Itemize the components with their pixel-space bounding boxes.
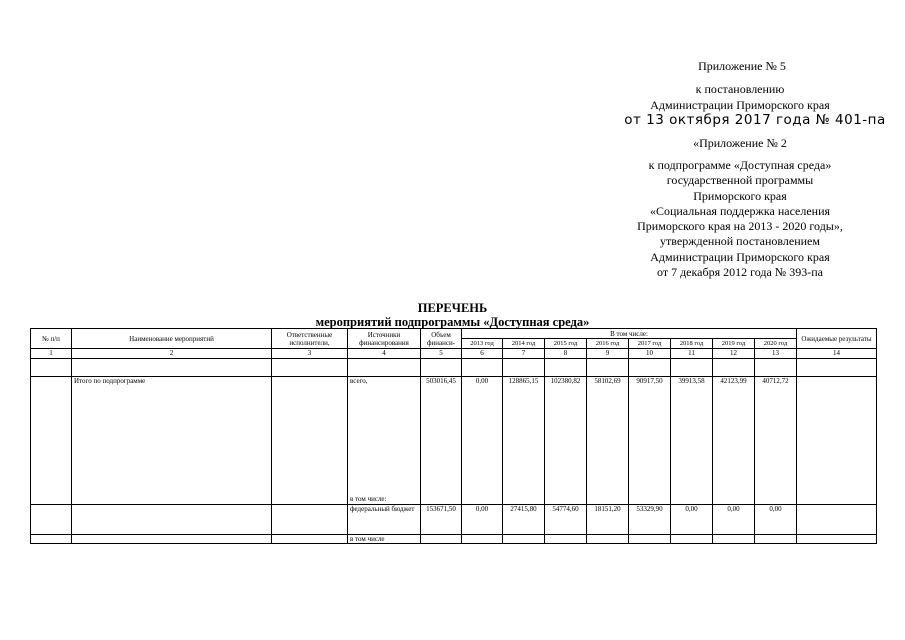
- table-row-federal: [31, 505, 877, 535]
- col-index: 2: [72, 349, 272, 359]
- document-title: ПЕРЕЧЕНЬ: [417, 301, 488, 315]
- header-num: № п/п: [31, 329, 72, 349]
- appendix-ref-line: Администрации Приморского края: [650, 250, 830, 264]
- table-row-next: [31, 535, 877, 544]
- header-responsible: Ответственные исполнители,: [272, 329, 348, 349]
- row-year-value: 0,00: [671, 505, 713, 535]
- row-year-value: 58102,69: [587, 377, 629, 505]
- decree-date-line: от 13 октября 2017 года № 401-па: [624, 112, 886, 128]
- row-source-label: всего,: [350, 377, 368, 385]
- row-year-value: 0,00: [713, 505, 755, 535]
- header-year: 2017 год: [629, 339, 671, 349]
- row-year-value: 39913,58: [671, 377, 713, 505]
- appendix-ref-line: «Приложение № 2: [693, 136, 787, 150]
- row-year-value: 53329,90: [629, 505, 671, 535]
- header-year: 2014 год: [503, 339, 545, 349]
- row-source: в том числе: [348, 535, 421, 544]
- table-spacer-row: [31, 359, 877, 377]
- header-source: Источники финансирования: [348, 329, 421, 349]
- row-year-value: 54774,60: [545, 505, 587, 535]
- col-index: 5: [421, 349, 462, 359]
- col-index: 13: [755, 349, 797, 359]
- col-index: 1: [31, 349, 72, 359]
- row-source: федеральный бюджет: [348, 505, 421, 535]
- appendix-ref-line: государственной программы: [666, 173, 814, 187]
- col-index: 11: [671, 349, 713, 359]
- col-index: 7: [503, 349, 545, 359]
- col-index: 10: [629, 349, 671, 359]
- col-index: 8: [545, 349, 587, 359]
- measures-table: [30, 328, 877, 544]
- row-year-value: 102380,82: [545, 377, 587, 505]
- col-index: 14: [797, 349, 877, 359]
- row-year-value: 0,00: [755, 505, 797, 535]
- row-year-value: 128865,15: [503, 377, 545, 505]
- header-year: 2015 год: [545, 339, 587, 349]
- table-header-row: [31, 329, 877, 339]
- row-source-note: в том числе:: [350, 495, 387, 503]
- row-year-value: 90917,50: [629, 377, 671, 505]
- col-index: 6: [462, 349, 503, 359]
- col-index: 4: [348, 349, 421, 359]
- header-name: Наименование мероприятий: [72, 329, 272, 349]
- appendix-number: Приложение № 5: [698, 59, 786, 73]
- appendix-ref-line: к подпрограмме «Доступная среда»: [648, 158, 832, 172]
- document-subtitle: мероприятий подпрограммы «Доступная среда»: [315, 315, 590, 329]
- header-volume: Объем финанси-: [421, 329, 462, 349]
- row-volume: 503016,45: [421, 377, 462, 505]
- table-row-total: [31, 377, 877, 505]
- appendix-ref-line: Приморского края: [693, 189, 787, 203]
- row-year-value: 0,00: [462, 377, 503, 505]
- row-year-value: 42123,99: [713, 377, 755, 505]
- appendix-ref-line: от 7 декабря 2012 года № 393-па: [656, 265, 824, 279]
- row-year-value: 0,00: [462, 505, 503, 535]
- header-year: 2018 год: [671, 339, 713, 349]
- appendix-ref-line: Приморского края на 2013 - 2020 годы»,: [637, 219, 843, 233]
- header-year: 2019 год: [713, 339, 755, 349]
- appendix-ref-line: утвержденной постановлением: [660, 234, 820, 248]
- appendix-ref-line: «Социальная поддержка населения: [649, 204, 831, 218]
- row-source: [348, 377, 421, 505]
- col-index: 3: [272, 349, 348, 359]
- header-expected: Ожидаемые результаты: [797, 329, 877, 349]
- appendix-ref-line: к постановлению: [695, 82, 785, 96]
- appendix-ref-line: Администрации Приморского края: [650, 98, 830, 112]
- header-year: 2020 год: [755, 339, 797, 349]
- row-year-value: 27415,80: [503, 505, 545, 535]
- col-index: 12: [713, 349, 755, 359]
- row-name: Итого по подпрограмме: [72, 377, 272, 505]
- row-year-value: 40712,72: [755, 377, 797, 505]
- header-year: 2013 год: [462, 339, 503, 349]
- column-number-row: [31, 349, 877, 359]
- row-volume: 153671,50: [421, 505, 462, 535]
- row-year-value: 18151,20: [587, 505, 629, 535]
- col-index: 9: [587, 349, 629, 359]
- header-including: В том числе:: [462, 329, 797, 339]
- header-year: 2016 год: [587, 339, 629, 349]
